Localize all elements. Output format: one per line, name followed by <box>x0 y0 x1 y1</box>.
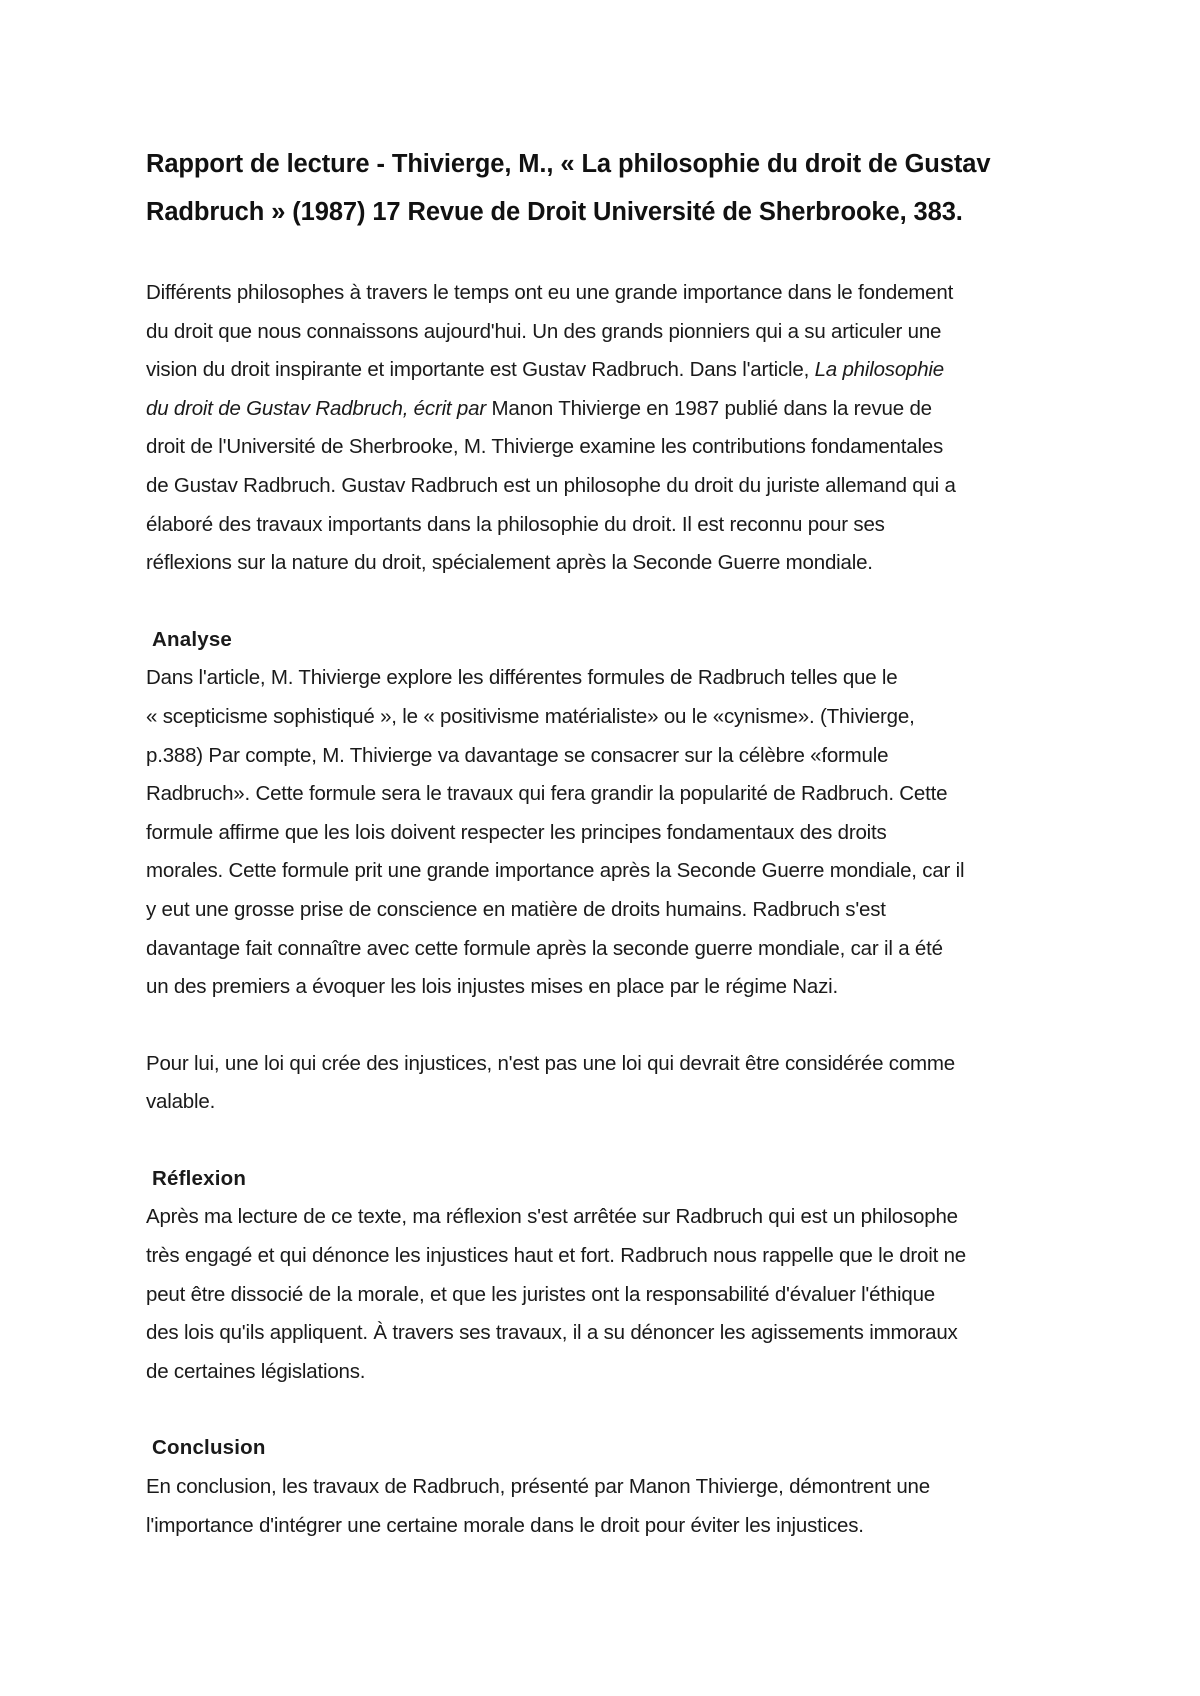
analyse-line: morales. Cette formule prit une grande importance après la Seconde Guerre mondiale, car il <box>146 859 965 883</box>
conclusion-heading: Conclusion <box>152 1436 266 1460</box>
reflexion-paragraph <box>146 1198 1066 1391</box>
intro-text: Manon Thivierge en 1987 publié dans la revue de <box>485 396 932 420</box>
intro-line <box>146 351 1066 390</box>
analyse-second-paragraph <box>146 1045 1066 1122</box>
intro-line: réflexions sur la nature du droit, spécialement après la Seconde Guerre mondiale. <box>146 551 873 575</box>
reflexion-line: peut être dissocié de la morale, et que les juristes ont la responsabilité d'évaluer l'éthique <box>146 1282 935 1306</box>
article-title-italic: La philosophie <box>814 358 944 382</box>
analyse-line: un des premiers a évoquer les lois injustes mises en place par le régime Nazi. <box>146 975 838 999</box>
title-line-2: Radbruch » (1987) 17 Revue de Droit Université de Sherbrooke, 383. <box>146 198 963 226</box>
analyse-line: formule affirme que les lois doivent respecter les principes fondamentaux des droits <box>146 820 887 844</box>
analyse-line: y eut une grosse prise de conscience en matière de droits humains. Radbruch s'est <box>146 897 886 921</box>
reflexion-heading: Réflexion <box>152 1166 247 1190</box>
analyse-line: Dans l'article, M. Thivierge explore les différentes formules de Radbruch telles que le <box>146 666 898 690</box>
intro-line <box>146 390 1066 429</box>
title-line-1: Rapport de lecture - Thivierge, M., « La philosophie du droit de Gustav <box>146 150 991 178</box>
intro-text: vision du droit inspirante et importante est Gustav Radbruch. Dans l'article, <box>146 358 815 382</box>
intro-line: de Gustav Radbruch. Gustav Radbruch est un philosophe du droit du juriste allemand qui a <box>146 473 956 497</box>
intro-line: élaboré des travaux importants dans la philosophie du droit. Il est reconnu pour ses <box>146 512 885 536</box>
intro-line: Différents philosophes à travers le temps ont eu une grande importance dans le fondement <box>146 281 954 304</box>
reflexion-line: très engagé et qui dénonce les injustices haut et fort. Radbruch nous rappelle que le droit ne <box>146 1244 966 1268</box>
analyse-line: « scepticisme sophistiqué », le « positivisme matérialiste» ou le «cynisme». (Thivierge, <box>146 704 915 728</box>
analyse-line: Radbruch». Cette formule sera le travaux qui fera grandir la popularité de Radbruch. Cette <box>146 782 948 806</box>
document-title <box>146 140 1066 236</box>
intro-paragraph <box>146 274 1066 583</box>
intro-line: droit de l'Université de Sherbrooke, M. Thivierge examine les contributions fondamentales <box>146 435 944 459</box>
reflexion-line: Après ma lecture de ce texte, ma réflexion s'est arrêtée sur Radbruch qui est un philosophe <box>146 1205 958 1229</box>
analyse-line: valable. <box>146 1090 216 1114</box>
reflexion-line: des lois qu'ils appliquent. À travers ses travaux, il a su dénoncer les agissements immoraux <box>146 1321 958 1345</box>
intro-line: du droit que nous connaissons aujourd'hui. Un des grands pionniers qui a su articuler une <box>146 319 942 343</box>
analyse-line: p.388) Par compte, M. Thivierge va davantage se consacrer sur la célèbre «formule <box>146 743 889 767</box>
conclusion-paragraph <box>146 1468 1066 1545</box>
reflexion-line: de certaines législations. <box>146 1359 366 1383</box>
conclusion-line: l'importance d'intégrer une certaine morale dans le droit pour éviter les injustices. <box>146 1513 864 1537</box>
analyse-heading: Analyse <box>152 627 233 651</box>
analyse-paragraph <box>146 659 1066 1006</box>
analyse-line: davantage fait connaître avec cette formule après la seconde guerre mondiale, car il a été <box>146 936 943 960</box>
conclusion-line: En conclusion, les travaux de Radbruch, présenté par Manon Thivierge, démontrent une <box>146 1475 930 1499</box>
document-page <box>146 140 1066 1545</box>
article-title-italic-cont: du droit de Gustav Radbruch, écrit par <box>146 396 486 420</box>
analyse-line: Pour lui, une loi qui crée des injustices, n'est pas une loi qui devrait être considérée comme <box>146 1051 955 1075</box>
